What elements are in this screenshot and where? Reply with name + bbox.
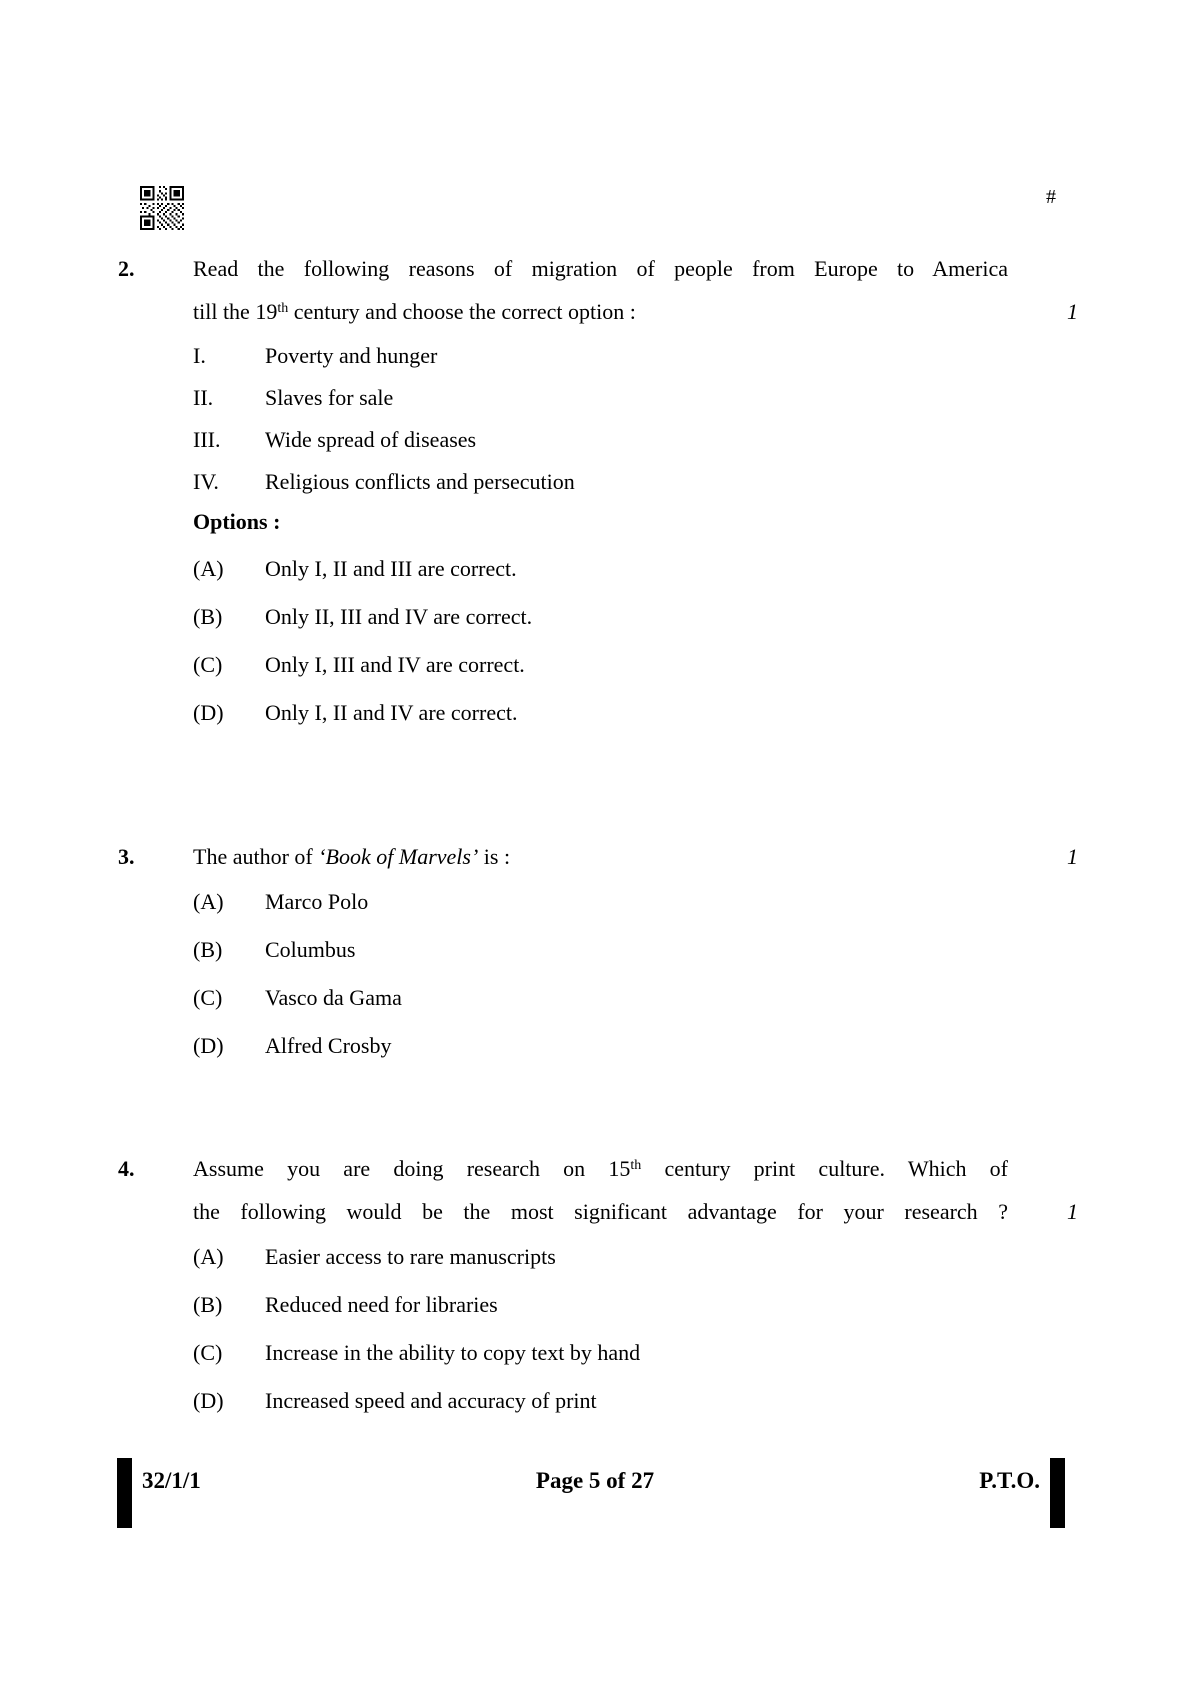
option-row (193, 1377, 1078, 1425)
question-4-body (193, 1233, 1078, 1425)
list-item (193, 419, 1078, 461)
stem-line-1: The author of ‘Book of Marvels’ is : (193, 844, 511, 869)
question-3 (118, 835, 1078, 1070)
question-2 (118, 247, 1078, 737)
option-text: Only I, II and III are correct. (265, 556, 517, 581)
qr-code-icon (140, 186, 184, 230)
superscript: th (630, 1158, 642, 1173)
question-2-body (193, 335, 1078, 737)
question-stem (193, 1147, 1008, 1233)
option-label: (C) (193, 1340, 223, 1365)
marks-value: 1 (1067, 844, 1078, 869)
option-text: Vasco da Gama (265, 985, 402, 1010)
option-text: Easier access to rare manuscripts (265, 1244, 556, 1269)
option-row (193, 545, 1078, 593)
option-row (193, 641, 1078, 689)
question-area (118, 247, 1078, 1425)
list-numeral: IV. (193, 469, 219, 494)
stem-line-2: the following would be the most significant advantage for your research ? (193, 1199, 1008, 1224)
option-row (193, 593, 1078, 641)
list-numeral: I. (193, 343, 206, 368)
option-label: (D) (193, 1388, 224, 1413)
option-label: (B) (193, 937, 223, 962)
footer-bar-right (1050, 1458, 1065, 1528)
superscript: th (277, 301, 289, 316)
marks-value: 1 (1067, 299, 1078, 324)
option-label: (D) (193, 700, 224, 725)
stem-line-1: Read the following reasons of migration of people from Europe to America (193, 256, 1008, 281)
option-row (193, 974, 1078, 1022)
reason-list (193, 335, 1078, 503)
options-heading: Options : (193, 509, 281, 534)
list-numeral: III. (193, 427, 221, 452)
stem-line-2: till the 19th century and choose the correct option : (193, 299, 636, 324)
option-label: (A) (193, 889, 224, 914)
book-title: ‘Book of Marvels’ (318, 844, 479, 869)
option-row (193, 926, 1078, 974)
option-label: (B) (193, 604, 223, 629)
option-label: (C) (193, 652, 223, 677)
stem-line-1: Assume you are doing research on 15th century print culture. Which of (193, 1156, 1008, 1181)
list-text: Religious conflicts and persecution (265, 469, 575, 494)
option-text: Increase in the ability to copy text by hand (265, 1340, 641, 1365)
option-row (193, 1022, 1078, 1070)
list-text: Wide spread of diseases (265, 427, 477, 452)
question-number: 3. (118, 844, 135, 869)
option-label: (A) (193, 556, 224, 581)
paper-code: 32/1/1 (142, 1468, 201, 1493)
option-label: (A) (193, 1244, 224, 1269)
option-label: (B) (193, 1292, 223, 1317)
marks-value: 1 (1067, 1199, 1078, 1224)
question-stem (193, 247, 1008, 333)
option-text: Columbus (265, 937, 356, 962)
option-text: Reduced need for libraries (265, 1292, 498, 1317)
option-list (193, 545, 1078, 737)
option-row (193, 878, 1078, 926)
list-text: Poverty and hunger (265, 343, 438, 368)
option-row (193, 1281, 1078, 1329)
question-3-body (193, 878, 1078, 1070)
option-text: Increased speed and accuracy of print (265, 1388, 597, 1413)
option-text: Alfred Crosby (265, 1033, 392, 1058)
question-4-stem-row (118, 1147, 1078, 1233)
option-row (193, 1329, 1078, 1377)
question-number: 4. (118, 1156, 135, 1181)
option-row (193, 1233, 1078, 1281)
option-text: Only II, III and IV are correct. (265, 604, 533, 629)
question-4 (118, 1147, 1078, 1425)
list-item (193, 335, 1078, 377)
question-3-stem-row (118, 835, 1078, 878)
question-2-stem-row (118, 247, 1078, 333)
list-item (193, 377, 1078, 419)
option-row (193, 689, 1078, 737)
option-text: Only I, II and IV are correct. (265, 700, 518, 725)
corner-hash-mark: # (1046, 186, 1056, 208)
page-indicator: Page 5 of 27 (535, 1468, 655, 1493)
list-text: Slaves for sale (265, 385, 394, 410)
list-item (193, 461, 1078, 503)
question-number: 2. (118, 256, 135, 281)
pto-label: P.T.O. (979, 1468, 1040, 1493)
question-stem (193, 835, 1008, 878)
list-numeral: II. (193, 385, 214, 410)
option-label: (D) (193, 1033, 224, 1058)
option-label: (C) (193, 985, 223, 1010)
option-text: Only I, III and IV are correct. (265, 652, 525, 677)
option-text: Marco Polo (265, 889, 369, 914)
footer-bar-left (117, 1458, 132, 1528)
